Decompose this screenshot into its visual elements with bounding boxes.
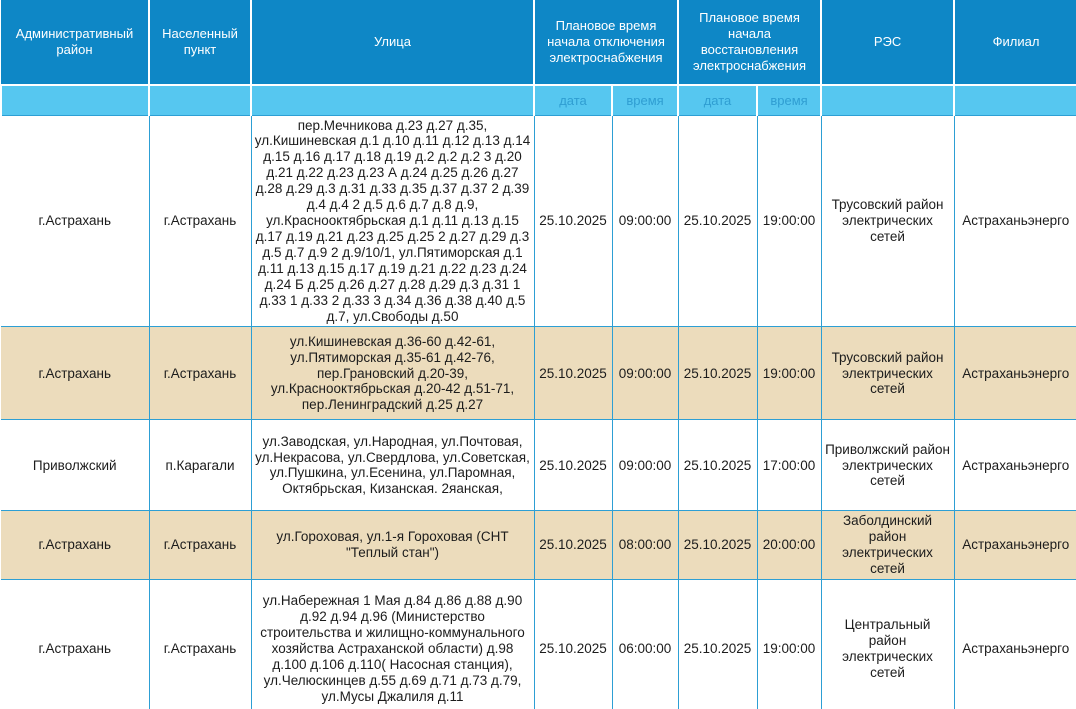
cell-settlement: г.Астрахань bbox=[149, 511, 251, 580]
cell-outage-date: 25.10.2025 bbox=[534, 580, 612, 709]
cell-street: ул.Набережная 1 Мая д.84 д.86 д.88 д.90 д.92 д.94 д.96 (Министерство строительства и жилищно-коммунального хозяйства Астраханской области) д.98 д.100 д.106 д.110( Насосная станция), ул.Челюскинцев д.55 д.69 д.71 д.73 д.79, ул.Мусы Джалиля д.11 bbox=[251, 580, 534, 709]
table-row bbox=[1, 580, 1076, 709]
cell-outage-date: 25.10.2025 bbox=[534, 327, 612, 420]
cell-res: Приволжский район электрических сетей bbox=[821, 420, 954, 511]
cell-restore-time: 19:00:00 bbox=[757, 580, 821, 709]
subheader-spacer bbox=[954, 85, 1076, 115]
subheader-spacer bbox=[251, 85, 534, 115]
cell-restore-date: 25.10.2025 bbox=[678, 580, 757, 709]
cell-admin-district: г.Астрахань bbox=[1, 327, 149, 420]
subheader-outage-time: время bbox=[612, 85, 678, 115]
cell-settlement: г.Астрахань bbox=[149, 115, 251, 327]
cell-res: Трусовский район электрических сетей bbox=[821, 327, 954, 420]
subheader-row bbox=[1, 85, 1076, 115]
header-branch: Филиал bbox=[954, 0, 1076, 85]
table-row bbox=[1, 115, 1076, 327]
cell-settlement: г.Астрахань bbox=[149, 580, 251, 709]
cell-outage-time: 09:00:00 bbox=[612, 115, 678, 327]
cell-outage-time: 06:00:00 bbox=[612, 580, 678, 709]
cell-outage-date: 25.10.2025 bbox=[534, 115, 612, 327]
cell-street: ул.Кишиневская д.36-60 д.42-61, ул.Пятиморская д.35-61 д.42-76, пер.Грановский д.20-39, ул.Краснооктябрьская д.20-42 д.51-71, пер.Ленинградский д.25 д.27 bbox=[251, 327, 534, 420]
cell-branch: Астраханьэнерго bbox=[954, 327, 1076, 420]
cell-restore-date: 25.10.2025 bbox=[678, 327, 757, 420]
cell-admin-district: г.Астрахань bbox=[1, 511, 149, 580]
cell-branch: Астраханьэнерго bbox=[954, 580, 1076, 709]
header-row bbox=[1, 0, 1076, 85]
cell-outage-time: 09:00:00 bbox=[612, 420, 678, 511]
cell-branch: Астраханьэнерго bbox=[954, 420, 1076, 511]
subheader-spacer bbox=[149, 85, 251, 115]
table-row bbox=[1, 511, 1076, 580]
subheader-restore-date: дата bbox=[678, 85, 757, 115]
subheader-spacer bbox=[1, 85, 149, 115]
cell-street: ул.Заводская, ул.Народная, ул.Почтовая, ул.Некрасова, ул.Свердлова, ул.Советская, ул.Пушкина, ул.Есенина, ул.Паромная, Октябрьская, Кизанская. 2яанская, bbox=[251, 420, 534, 511]
header-admin-district: Административный район bbox=[1, 0, 149, 85]
cell-outage-time: 09:00:00 bbox=[612, 327, 678, 420]
header-restore-start: Плановое время начала восстановления электроснабжения bbox=[678, 0, 821, 85]
header-settlement: Населенный пункт bbox=[149, 0, 251, 85]
cell-admin-district: г.Астрахань bbox=[1, 115, 149, 327]
cell-admin-district: Приволжский bbox=[1, 420, 149, 511]
cell-restore-time: 17:00:00 bbox=[757, 420, 821, 511]
cell-settlement: п.Карагали bbox=[149, 420, 251, 511]
cell-branch: Астраханьэнерго bbox=[954, 115, 1076, 327]
cell-restore-time: 19:00:00 bbox=[757, 115, 821, 327]
cell-restore-time: 19:00:00 bbox=[757, 327, 821, 420]
cell-outage-date: 25.10.2025 bbox=[534, 420, 612, 511]
subheader-outage-date: дата bbox=[534, 85, 612, 115]
table-row bbox=[1, 327, 1076, 420]
subheader-restore-time: время bbox=[757, 85, 821, 115]
cell-admin-district: г.Астрахань bbox=[1, 580, 149, 709]
cell-res: Заболдинский район электрических сетей bbox=[821, 511, 954, 580]
subheader-spacer bbox=[821, 85, 954, 115]
cell-restore-date: 25.10.2025 bbox=[678, 420, 757, 511]
cell-outage-date: 25.10.2025 bbox=[534, 511, 612, 580]
cell-restore-date: 25.10.2025 bbox=[678, 115, 757, 327]
cell-res: Трусовский район электрических сетей bbox=[821, 115, 954, 327]
table-row bbox=[1, 420, 1076, 511]
header-outage-start: Плановое время начала отключения электроснабжения bbox=[534, 0, 678, 85]
cell-settlement: г.Астрахань bbox=[149, 327, 251, 420]
cell-branch: Астраханьэнерго bbox=[954, 511, 1076, 580]
cell-outage-time: 08:00:00 bbox=[612, 511, 678, 580]
header-res: РЭС bbox=[821, 0, 954, 85]
cell-street: ул.Гороховая, ул.1-я Гороховая (СНТ "Теплый стан") bbox=[251, 511, 534, 580]
header-street: Улица bbox=[251, 0, 534, 85]
cell-res: Центральный район электрических сетей bbox=[821, 580, 954, 709]
cell-street: пер.Мечникова д.23 д.27 д.35, ул.Кишиневская д.1 д.10 д.11 д.12 д.13 д.14 д.15 д.16 д.17 д.18 д.19 д.2 д.2 д.2 3 д.20 д.21 д.22 д.23 д.23 А д.24 д.25 д.26 д.27 д.28 д.29 д.3 д.31 д.33 д.35 д.37 д.37 2 д.39 д.4 д.4 2 д.5 д.6 д.7 д.8 д.9, ул.Краснооктябрьская д.1 д.11 д.13 д.15 д.17 д.19 д.21 д.23 д.25 д.25 2 д.27 д.29 д.3 д.5 д.7 д.9 2 д.9/10/1, ул.Пятиморская д.1 д.11 д.13 д.15 д.17 д.19 д.21 д.22 д.23 д.24 д.24 Б д.25 д.26 д.27 д.28 д.29 д.3 д.31 1 д.33 1 д.33 2 д.33 3 д.34 д.36 д.38 д.40 д.5 д.7, ул.Свободы д.50 bbox=[251, 115, 534, 327]
cell-restore-date: 25.10.2025 bbox=[678, 511, 757, 580]
cell-restore-time: 20:00:00 bbox=[757, 511, 821, 580]
